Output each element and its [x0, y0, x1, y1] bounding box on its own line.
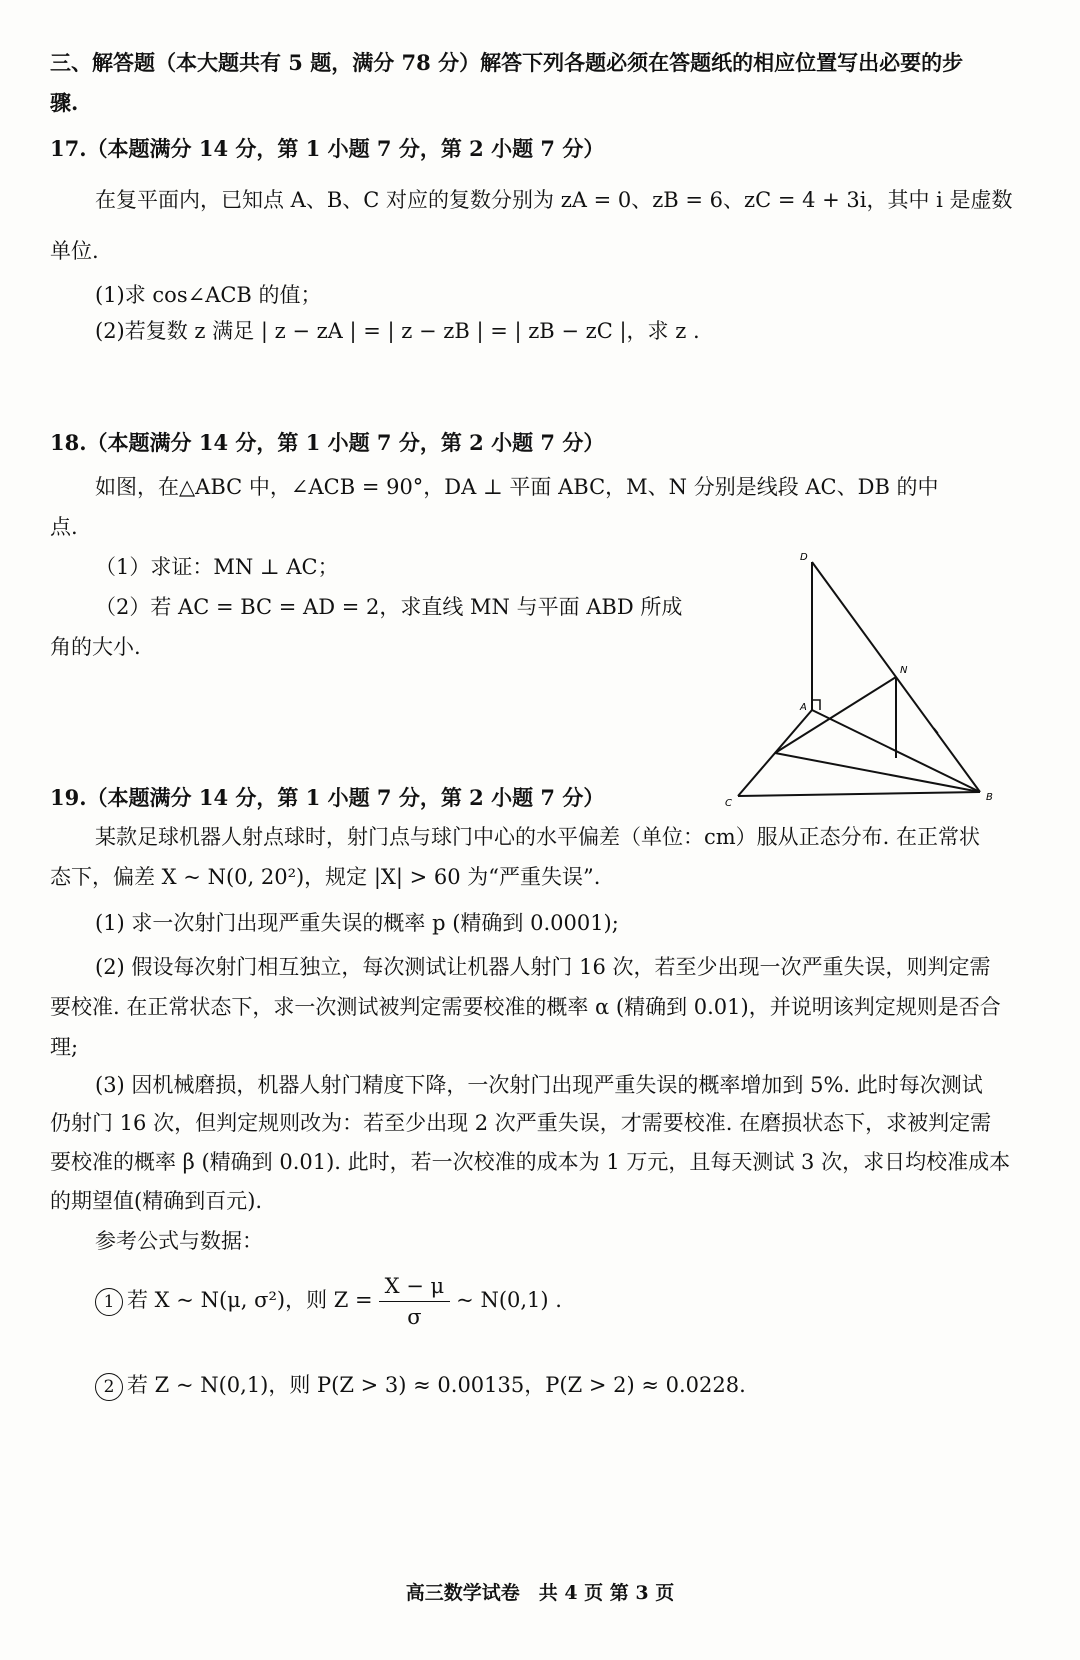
- page-footer: 高三数学试卷 共 4 页 第 3 页: [405, 1582, 675, 1604]
- q19-part3-line4: 的期望值(精确到百元).: [50, 1189, 263, 1213]
- q18-stem-line1: 如图，在△ABC 中，∠ACB = 90°，DA ⊥ 平面 ABC，M、N 分别是线段 AC、DB 的中: [95, 475, 939, 499]
- ref1-fraction: [379, 1271, 451, 1332]
- section-title-line2: 骤.: [50, 90, 79, 115]
- q18-geometry-figure: [720, 548, 1010, 808]
- q18-part2-line2: 角的大小.: [50, 635, 141, 659]
- edge-MB: [775, 753, 980, 792]
- q19-ref-title: 参考公式与数据：: [95, 1229, 263, 1253]
- ref1-pre: 若 X ~ N(μ, σ²)，则 Z =: [127, 1288, 373, 1312]
- q18-part1: （1）求证：MN ⊥ AC；: [95, 555, 339, 579]
- q19-part3-line1: (3) 因机械磨损，机器人射门精度下降，一次射门出现严重失误的概率增加到 5%. 此时每次测试: [95, 1073, 983, 1097]
- ref1-denominator: σ: [407, 1305, 422, 1329]
- ref1-post: ~ N(0,1) .: [456, 1288, 562, 1312]
- label-D: D: [800, 552, 808, 563]
- q19-part2-line3: 理;: [50, 1035, 79, 1059]
- q17-part2: (2)若复数 z 满足 | z − zA | = | z − zB | = | zB − zC |，求 z .: [95, 319, 700, 343]
- q19-header: 19.（本题满分 14 分，第 1 小题 7 分，第 2 小题 7 分）: [50, 785, 605, 810]
- edge-CB: [738, 792, 980, 796]
- label-A: A: [800, 702, 807, 713]
- label-B: B: [986, 792, 993, 803]
- q19-part1: (1) 求一次射门出现严重失误的概率 p (精确到 0.0001);: [95, 911, 619, 935]
- q18-stem-line2: 点.: [50, 515, 78, 539]
- circled-number-2: 2: [95, 1373, 123, 1401]
- q17-header: 17.（本题满分 14 分，第 1 小题 7 分，第 2 小题 7 分）: [50, 136, 605, 161]
- q17-stem-line2: 单位.: [50, 239, 99, 263]
- ref1-numerator: X − μ: [379, 1271, 451, 1302]
- q17-part1: (1)求 cos∠ACB 的值；: [95, 283, 322, 307]
- section-title-line1: 三、解答题（本大题共有 5 题，满分 78 分）解答下列各题必须在答题纸的相应位置写出必要的步: [50, 50, 964, 75]
- label-N: N: [900, 665, 908, 676]
- q19-part3-line3: 要校准的概率 β (精确到 0.01). 此时，若一次校准的成本为 1 万元，且每天测试 3 次，求日均校准成本: [50, 1150, 1011, 1174]
- circled-number-1: 1: [95, 1288, 123, 1316]
- q19-ref2: [95, 1370, 746, 1401]
- q19-stem-line2: 态下，偏差 X ~ N(0, 20²)，规定 |X| > 60 为“严重失误”.: [50, 865, 601, 889]
- q18-part2-line1: （2）若 AC = BC = AD = 2，求直线 MN 与平面 ABD 所成: [95, 595, 683, 619]
- q18-header: 18.（本题满分 14 分，第 1 小题 7 分，第 2 小题 7 分）: [50, 430, 605, 455]
- q19-ref1: [95, 1268, 562, 1332]
- q19-part2-line1: (2) 假设每次射门相互独立，每次测试让机器人射门 16 次，若至少出现一次严重失误，则判定需: [95, 955, 991, 979]
- ref2-text: 若 Z ~ N(0,1)，则 P(Z > 3) ≈ 0.00135，P(Z > 2) ≈ 0.0228.: [127, 1373, 746, 1397]
- q17-stem-line1: 在复平面内，已知点 A、B、C 对应的复数分别为 zA = 0、zB = 6、zC = 4 + 3i，其中 i 是虚数: [95, 188, 1013, 212]
- label-C: C: [725, 798, 732, 808]
- q19-stem-line1: 某款足球机器人射点球时，射门点与球门中心的水平偏差（单位：cm）服从正态分布. 在正常状: [95, 825, 981, 849]
- q19-part3-line2: 仍射门 16 次，但判定规则改为：若至少出现 2 次严重失误，才需要校准. 在磨损状态下，求被判定需: [50, 1111, 992, 1135]
- q19-part2-line2: 要校准. 在正常状态下，求一次测试被判定需要校准的概率 α (精确到 0.01)，并说明该判定规则是否合: [50, 995, 1001, 1019]
- right-angle-mark: [812, 700, 820, 710]
